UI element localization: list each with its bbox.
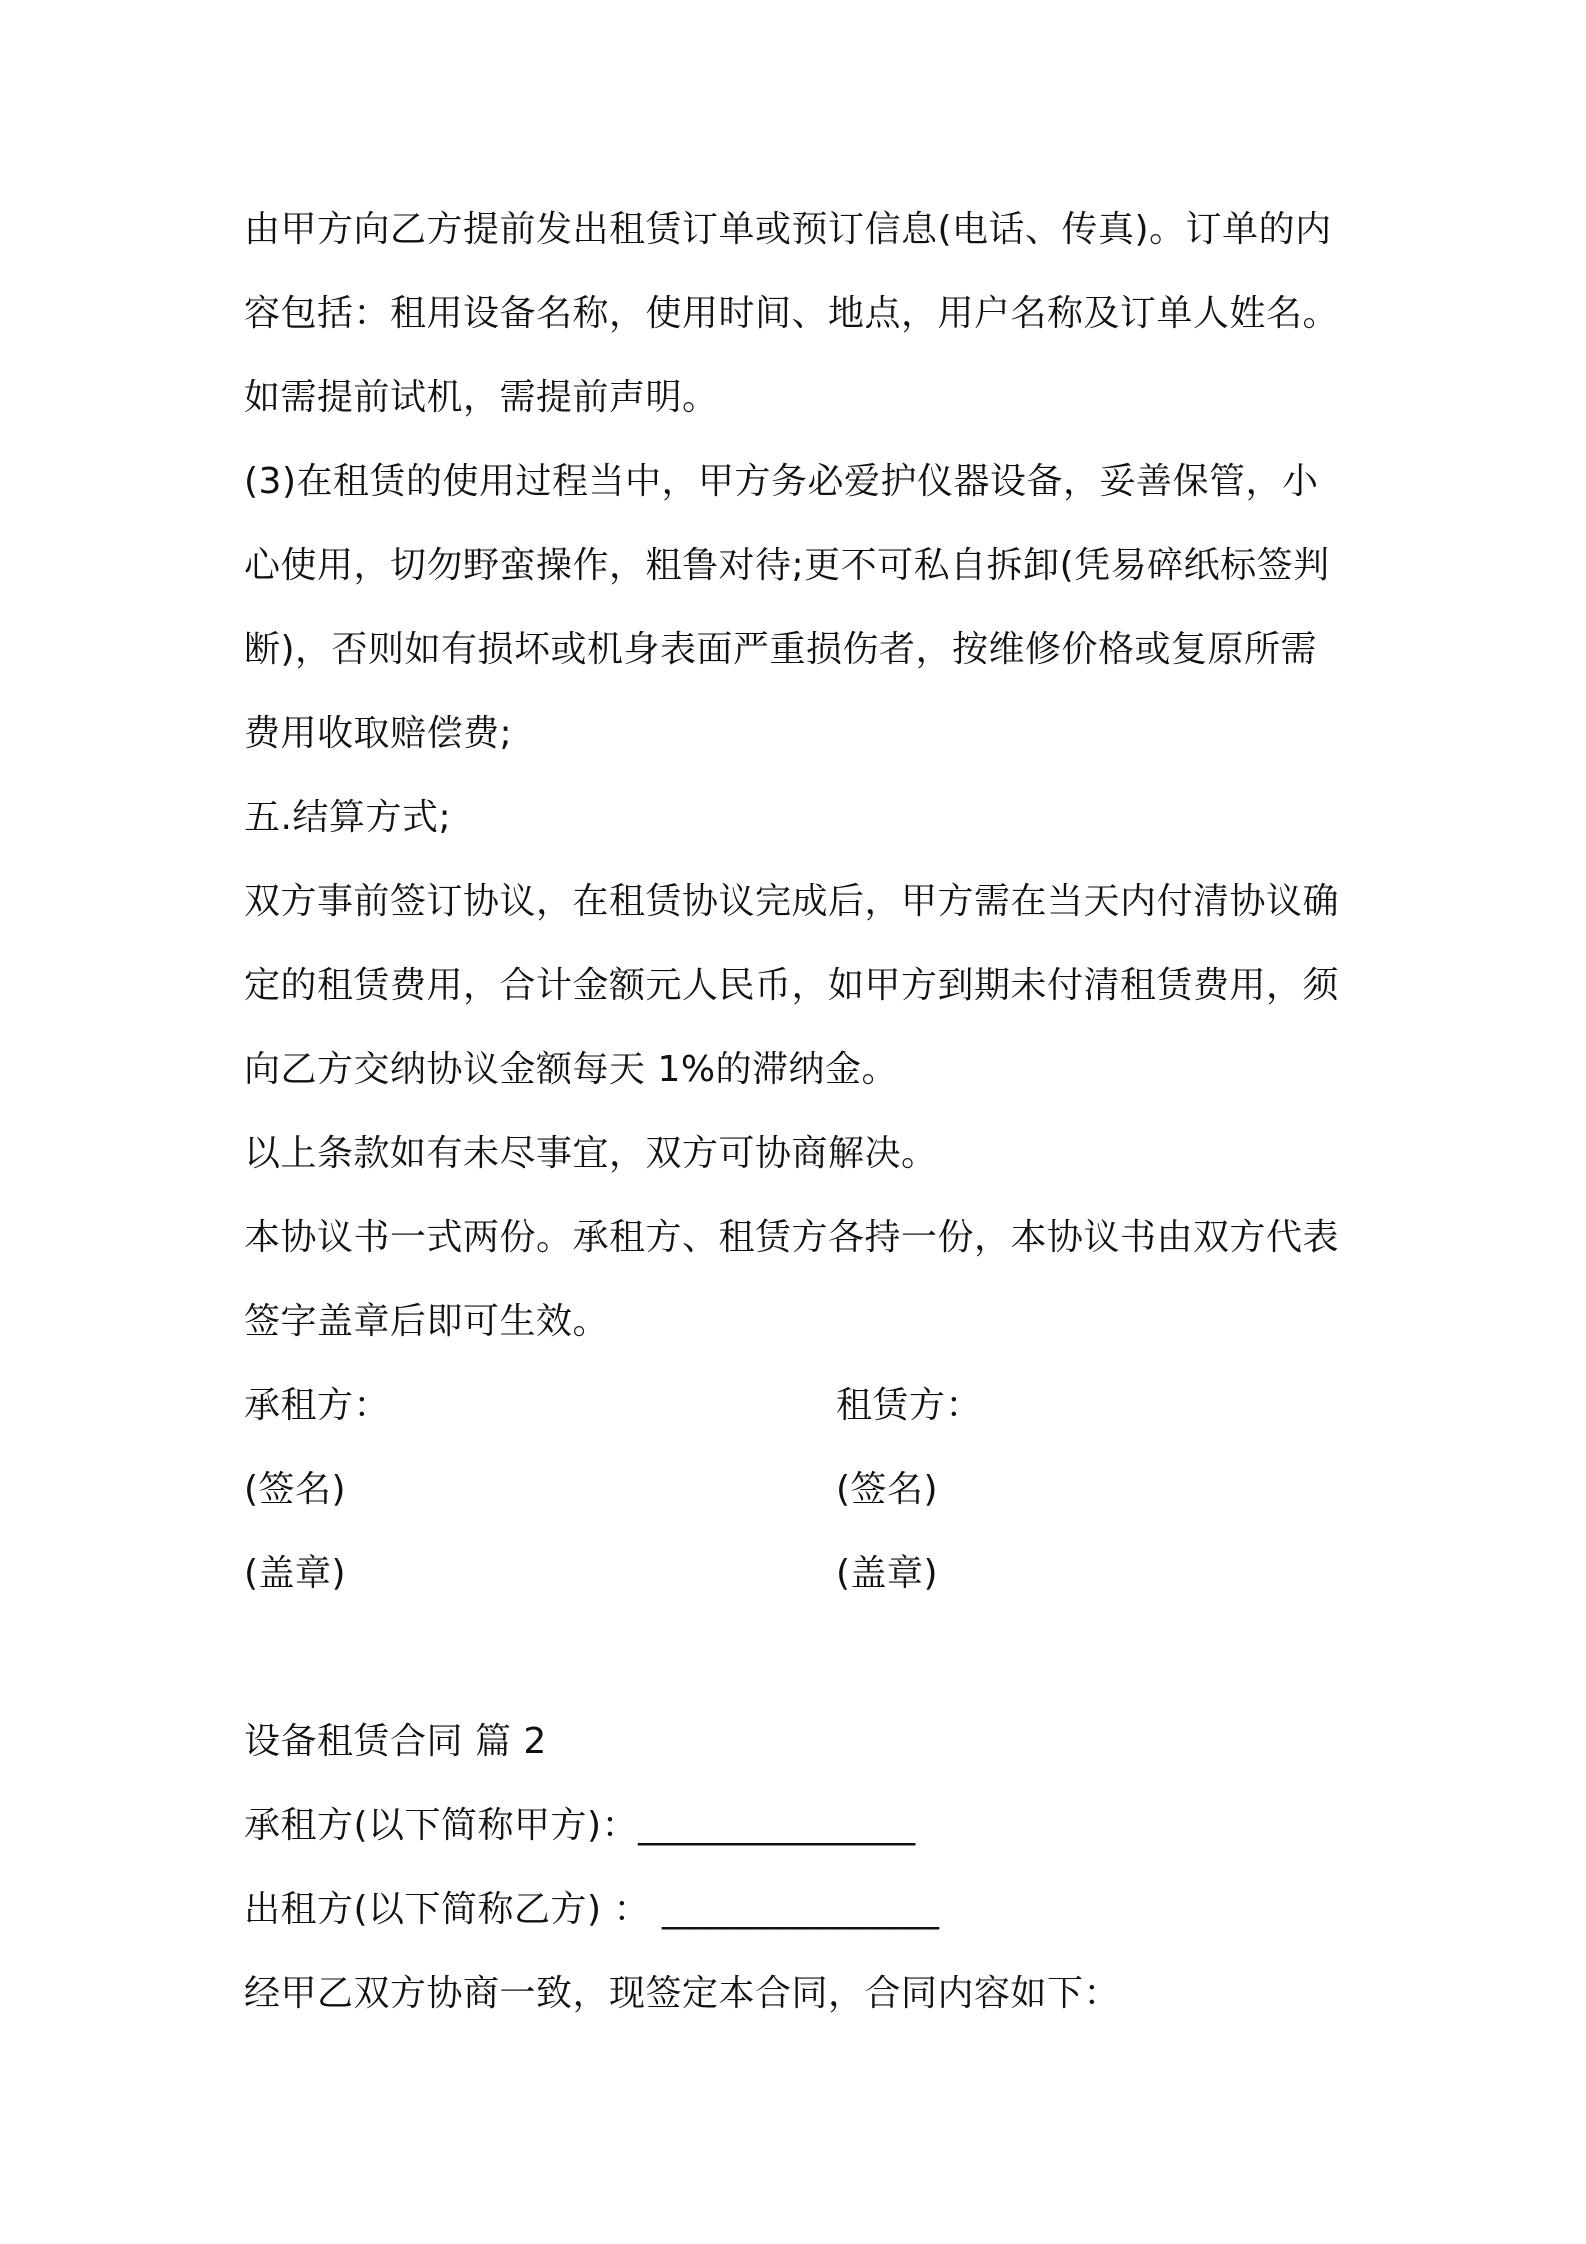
body-line: 本协议书一式两份。承租方、租赁方各持一份，本协议书由双方代表 (244, 1217, 1340, 1258)
body-line: 向乙方交纳协议金额每天 1%的滞纳金。 (244, 1049, 899, 1090)
section2-title: 设备租赁合同 篇 2 (244, 1721, 547, 1762)
lessee-seal-field: (盖章) (244, 1553, 347, 1594)
body-line: 由甲方向乙方提前发出租赁订单或预订信息(电话、传真)。订单的内 (244, 209, 1332, 250)
lessee-signature-label: 承租方： (244, 1385, 391, 1426)
body-line: 费用收取赔偿费; (244, 713, 513, 754)
section-heading: 五.结算方式; (244, 797, 452, 838)
body-line: 断)，否则如有损坏或机身表面严重损伤者，按维修价格或复原所需 (244, 629, 1318, 670)
body-line: 以上条款如有未尽事宜，双方可协商解决。 (244, 1133, 938, 1174)
body-line: 心使用，切勿野蛮操作，粗鲁对待;更不可私自拆卸(凭易碎纸标签判 (244, 545, 1330, 586)
body-line: 容包括：租用设备名称，使用时间、地点，用户名称及订单人姓名。 (244, 293, 1340, 334)
body-line: 签字盖章后即可生效。 (244, 1301, 610, 1342)
lessor-signature-label: 租赁方： (836, 1385, 983, 1426)
section2-lessee-line: 承租方(以下简称甲方)：_______________ (244, 1805, 916, 1846)
lessee-sign-field: (签名) (244, 1469, 347, 1510)
body-line: 定的租赁费用，合计金额元人民币，如甲方到期未付清租赁费用，须 (244, 965, 1340, 1006)
body-line: 如需提前试机，需提前声明。 (244, 377, 719, 418)
body-line: (3)在租赁的使用过程当中，甲方务必爱护仪器设备，妥善保管，小 (244, 461, 1319, 502)
body-line: 双方事前签订协议，在租赁协议完成后，甲方需在当天内付清协议确 (244, 881, 1340, 922)
section2-intro: 经甲乙双方协商一致，现签定本合同，合同内容如下： (244, 1973, 1121, 2014)
section2-lessor-line: 出租方(以下简称乙方) ： _______________ (244, 1889, 940, 1930)
lessor-sign-field: (签名) (836, 1469, 939, 1510)
lessor-seal-field: (盖章) (836, 1553, 939, 1594)
